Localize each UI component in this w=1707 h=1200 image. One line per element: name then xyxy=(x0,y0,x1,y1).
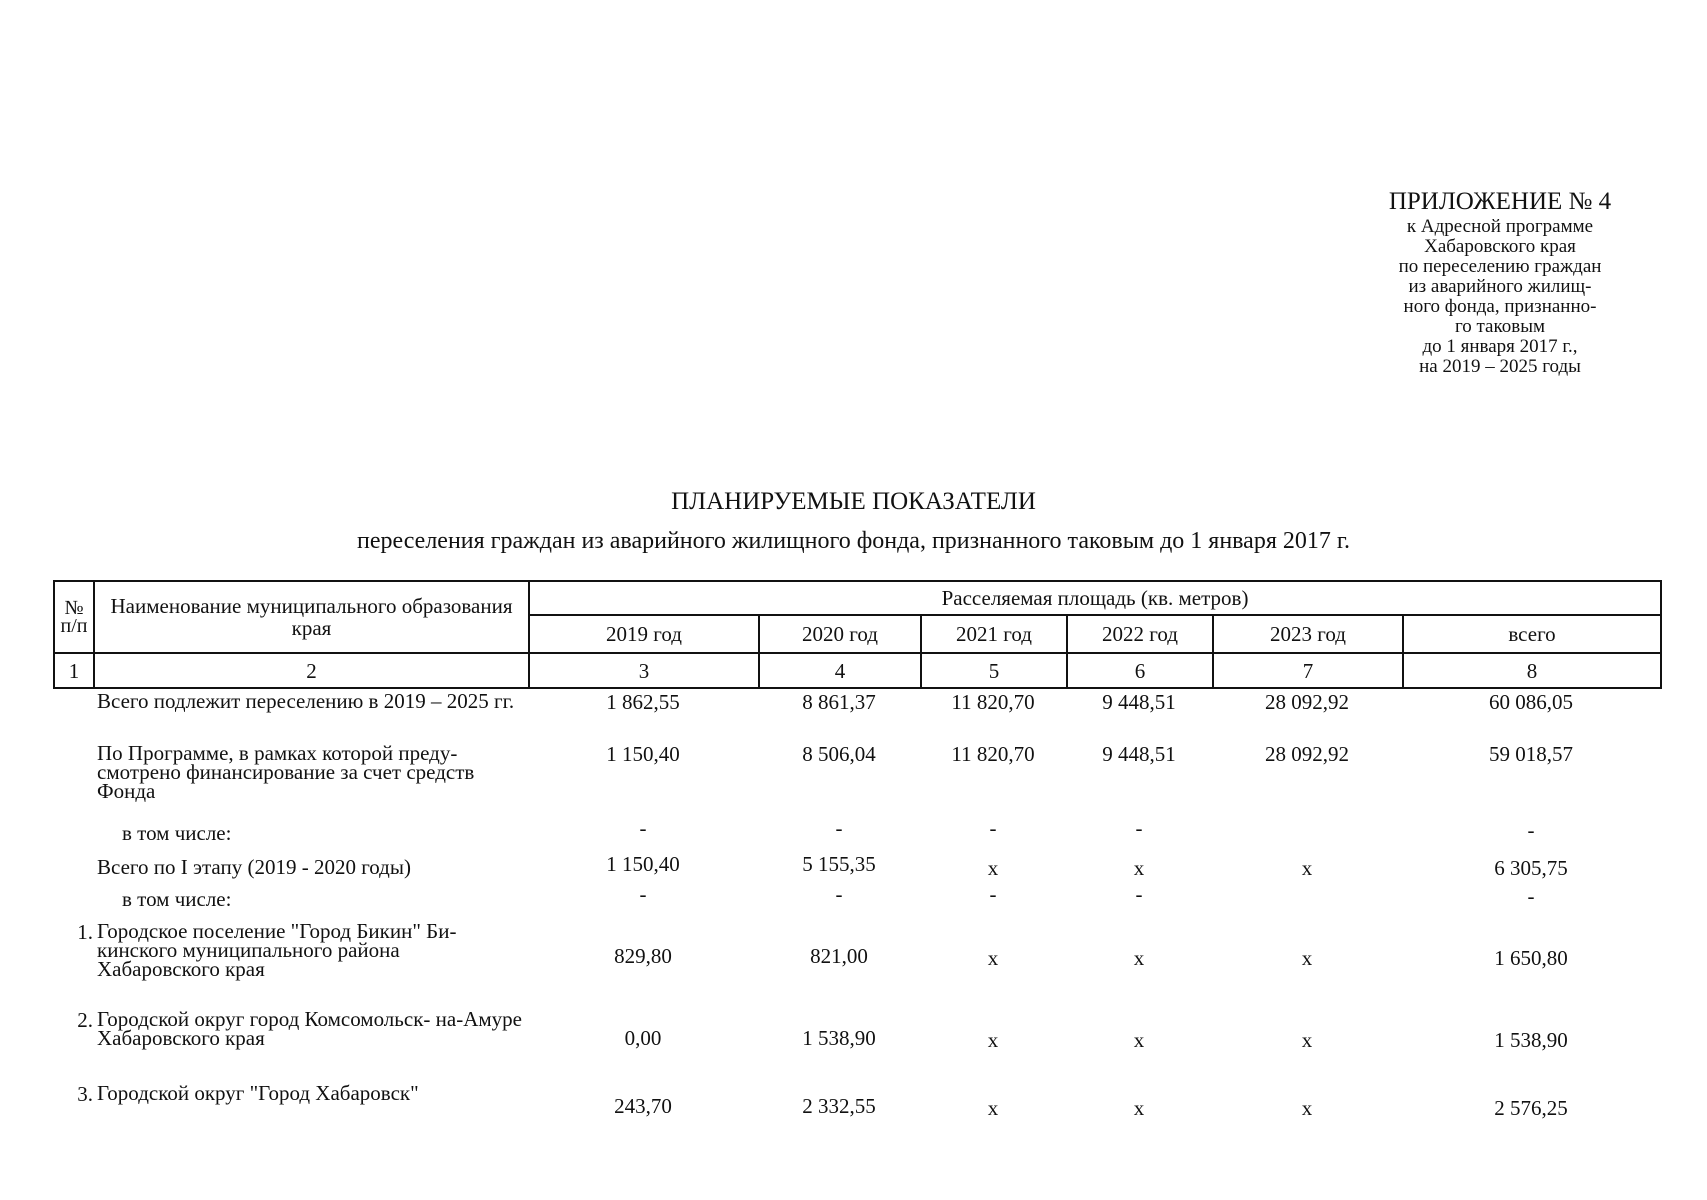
row-name: Всего по I этапу (2019 - 2020 годы) xyxy=(97,855,411,879)
table-row xyxy=(53,1081,1660,1124)
appendix-line: Хабаровского края xyxy=(1424,236,1576,257)
value-total: 60 086,05 xyxy=(1489,690,1573,714)
value-2022: x xyxy=(1133,1096,1145,1120)
header-name: Наименование муниципального образования края xyxy=(94,581,529,653)
header-year: 2020 год xyxy=(759,615,921,653)
value-2022: x xyxy=(1133,1028,1145,1052)
row-name: Городское поселение "Город Бикин" Би- кинского муниципального района Хабаровского края xyxy=(97,919,457,981)
column-number: 8 xyxy=(1403,653,1661,688)
header-year: 2022 год xyxy=(1067,615,1213,653)
value-total: 2 576,25 xyxy=(1494,1096,1568,1120)
table-row xyxy=(53,1007,1660,1084)
value-2022: 9 448,51 xyxy=(1102,742,1176,766)
table-body xyxy=(53,689,1660,1124)
value-2021: x xyxy=(987,1028,999,1052)
table-header xyxy=(53,580,1662,689)
value-2020: 5 155,35 xyxy=(802,852,876,876)
value-2019: 0,00 xyxy=(624,1026,662,1050)
header-total: всего xyxy=(1403,615,1661,653)
value-2019: 1 862,55 xyxy=(606,690,680,714)
value-2021: 11 820,70 xyxy=(951,690,1035,714)
appendix-line: из аварийного жилищ- xyxy=(1408,276,1592,297)
value-2021: 11 820,70 xyxy=(951,742,1035,766)
value-2019: 1 150,40 xyxy=(606,852,680,876)
row-name: Всего подлежит переселению в 2019 – 2025 гг. xyxy=(97,689,515,713)
value-2019: - xyxy=(639,882,647,906)
value-2022: - xyxy=(1135,816,1143,840)
value-2022: x xyxy=(1133,856,1145,880)
appendix-line: го таковым xyxy=(1454,316,1546,337)
value-2022: 9 448,51 xyxy=(1102,690,1176,714)
value-2021: x xyxy=(987,1096,999,1120)
value-total: 1 650,80 xyxy=(1494,946,1568,970)
appendix-line: до 1 января 2017 г., xyxy=(1422,336,1578,357)
value-total: - xyxy=(1527,818,1535,842)
row-name: По Программе, в рамках которой преду- смотрено финансирование за счет средств Фонда xyxy=(97,741,475,803)
column-number: 4 xyxy=(759,653,921,688)
value-total: 6 305,75 xyxy=(1494,856,1568,880)
header-number: № п/п xyxy=(54,581,94,653)
column-number: 5 xyxy=(921,653,1067,688)
value-total: 1 538,90 xyxy=(1494,1028,1568,1052)
value-2023: x xyxy=(1301,1096,1313,1120)
header-year: 2023 год xyxy=(1213,615,1403,653)
value-2019: 243,70 xyxy=(614,1094,672,1118)
appendix-line: на 2019 – 2025 годы xyxy=(1419,356,1581,377)
value-2021: x xyxy=(987,856,999,880)
row-name: в том числе: xyxy=(122,887,232,911)
document-title: ПЛАНИРУЕМЫЕ ПОКАЗАТЕЛИ xyxy=(671,488,1036,515)
appendix-line: по переселению граждан xyxy=(1398,256,1602,277)
row-number: 3. xyxy=(77,1082,93,1106)
appendix-heading: ПРИЛОЖЕНИЕ № 4 xyxy=(1388,188,1612,215)
value-2023: x xyxy=(1301,856,1313,880)
value-2020: - xyxy=(835,816,843,840)
value-2023: 28 092,92 xyxy=(1265,742,1349,766)
value-2021: x xyxy=(987,946,999,970)
value-2021: - xyxy=(989,816,997,840)
table-row xyxy=(53,689,1660,744)
value-2020: 8 861,37 xyxy=(802,690,876,714)
value-2022: - xyxy=(1135,882,1143,906)
column-number: 1 xyxy=(54,653,94,688)
header-year: 2021 год xyxy=(921,615,1067,653)
value-2020: 2 332,55 xyxy=(802,1094,876,1118)
document-subtitle: переселения граждан из аварийного жилищного фонда, признанного таковым до 1 января 2017 г. xyxy=(356,528,1351,554)
value-2019: - xyxy=(639,816,647,840)
value-2019: 1 150,40 xyxy=(606,742,680,766)
value-2021: - xyxy=(989,882,997,906)
value-2019: 829,80 xyxy=(614,944,672,968)
header-year: 2019 год xyxy=(529,615,759,653)
value-2020: 1 538,90 xyxy=(802,1026,876,1050)
value-2020: - xyxy=(835,882,843,906)
row-name: Городской округ город Комсомольск- на-Амуре Хабаровского края xyxy=(97,1007,522,1050)
table-row xyxy=(53,882,1660,922)
value-2023: x xyxy=(1301,946,1313,970)
value-2020: 8 506,04 xyxy=(802,742,876,766)
column-number: 3 xyxy=(529,653,759,688)
row-number: 1. xyxy=(77,920,93,944)
value-2023: 28 092,92 xyxy=(1265,690,1349,714)
value-total: 59 018,57 xyxy=(1489,742,1573,766)
column-number: 7 xyxy=(1213,653,1403,688)
value-2020: 821,00 xyxy=(810,944,868,968)
appendix-line: ного фонда, признанно- xyxy=(1403,296,1597,317)
column-number: 2 xyxy=(94,653,529,688)
appendix-block xyxy=(1290,188,1707,376)
value-total: - xyxy=(1527,884,1535,908)
column-number: 6 xyxy=(1067,653,1213,688)
value-2022: x xyxy=(1133,946,1145,970)
row-number: 2. xyxy=(77,1008,93,1032)
row-name: Городской округ "Город Хабаровск" xyxy=(97,1081,419,1105)
appendix-line: к Адресной программе xyxy=(1406,216,1594,237)
table-row xyxy=(53,919,1660,1010)
header-area-group: Расселяемая площадь (кв. метров) xyxy=(529,581,1661,615)
table-row xyxy=(53,816,1660,854)
table-row xyxy=(53,741,1660,824)
value-2023: x xyxy=(1301,1028,1313,1052)
row-name: в том числе: xyxy=(122,821,232,845)
